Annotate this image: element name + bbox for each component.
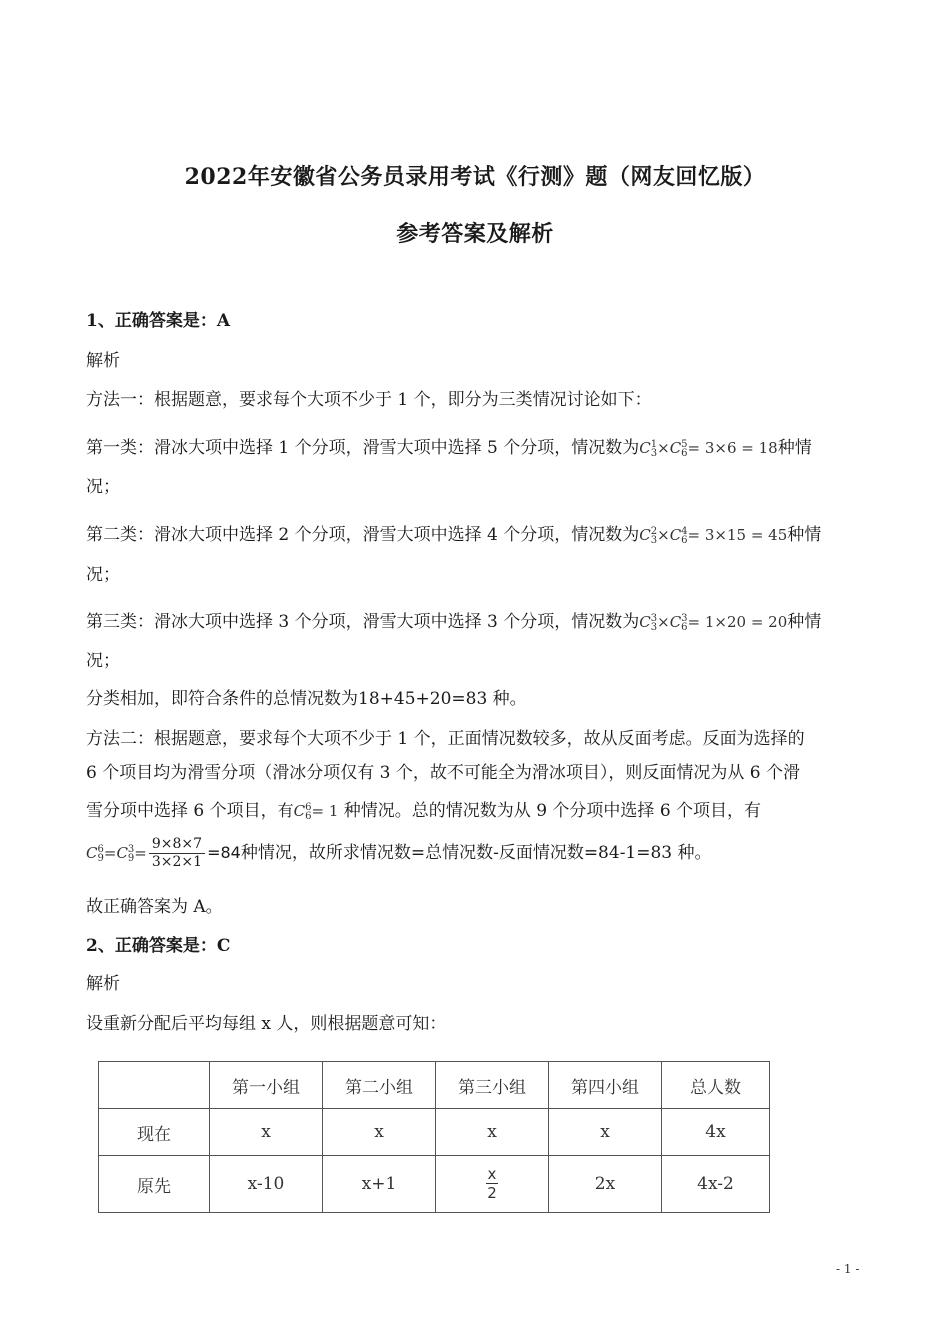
- q1-case2-zhongqing: 种情: [787, 525, 822, 545]
- table-header-group1: 第一小组: [210, 1062, 323, 1109]
- q1-jiexi: 解析: [86, 351, 120, 371]
- q1-method2-line1: 方法二：根据题意，要求每个大项不少于 1 个，正面情况数较多，故从反面考虑。反面为选择的: [86, 729, 805, 749]
- q2-jiexi: 解析: [86, 974, 120, 994]
- q2-intro: 设重新分配后平均每组 x 人，则根据题意可知：: [86, 1014, 447, 1034]
- q1-case2-text: 第二类：滑冰大项中选择 2 个分项，滑雪大项中选择 4 个分项，情况数为: [86, 525, 640, 545]
- table-header-row: [99, 1062, 770, 1109]
- q1-conclusion: 故正确答案为 A。: [86, 897, 223, 917]
- q1-case1-kuang: 况；: [86, 477, 120, 497]
- q1-case1: [86, 433, 866, 458]
- q1-case2-tail: = 3×15 = 45: [687, 526, 788, 544]
- q1-heading: 1、正确答案是：A: [86, 311, 231, 331]
- q1-c96-formula: C6 9=C3 9=: [86, 844, 147, 864]
- table-cell: x-10: [210, 1156, 323, 1213]
- table-cell: x: [210, 1109, 323, 1156]
- table-cell: x: [436, 1109, 549, 1156]
- table-row-label-before: 原先: [99, 1156, 210, 1213]
- table-cell: 2x: [549, 1156, 662, 1213]
- table-header-group2: 第二小组: [323, 1062, 436, 1109]
- q1-method2-line3b: 种情况。总的情况数为从 9 个分项中选择 6 个项目，有: [343, 801, 762, 821]
- q1-case2-formula: C2 3×C4 6= 3×15 = 45: [639, 526, 788, 546]
- q1-method2-line4: [86, 836, 866, 871]
- table-header-total: 总人数: [662, 1062, 770, 1109]
- q1-method2-line2: 6 个项目均为滑雪分项（滑冰分项仅有 3 个，故不可能全为滑冰项目），则反面情况为从 6 个滑: [86, 763, 800, 783]
- q1-fraction-den: 3×2×1: [151, 854, 203, 870]
- table-cell: 4x: [662, 1109, 770, 1156]
- table-cell: x: [549, 1109, 662, 1156]
- q1-c66-formula: C6 6= 1: [293, 802, 339, 822]
- q1-fraction-num: 9×8×7: [149, 836, 205, 854]
- q1-method2-you: 有: [277, 801, 294, 820]
- table-cell: x+1: [323, 1156, 436, 1213]
- q1-case2: [86, 520, 866, 545]
- q1-case3-formula: C3 3×C3 6= 1×20 = 20: [639, 613, 788, 633]
- q1-case3-tail: = 1×20 = 20: [687, 613, 788, 631]
- q1-case3: [86, 607, 866, 632]
- q1-case3-kuang: 况；: [86, 651, 120, 671]
- q1-method1-intro: 方法一：根据题意，要求每个大项不少于 1 个，即分为三类情况讨论如下：: [86, 390, 652, 410]
- document-title: 2022年安徽省公务员录用考试《行测》题（网友回忆版）: [184, 164, 766, 190]
- q1-case1-formula: C1 3×C5 6= 3×6 = 18: [639, 439, 778, 459]
- table-header-empty: [99, 1062, 210, 1109]
- q1-method2-line4-text: 种情况，故所求情况数=总情况数-反面情况数=84-1=83 种。: [240, 843, 712, 863]
- q2-table: [98, 1061, 770, 1213]
- table-cell-fraction: [436, 1156, 549, 1213]
- table-header-group3: 第三小组: [436, 1062, 549, 1109]
- q1-case1-text: 第一类：滑冰大项中选择 1 个分项，滑雪大项中选择 5 个分项，情况数为: [86, 438, 640, 458]
- q1-method2-line3: [86, 796, 866, 821]
- table-cell: 4x-2: [662, 1156, 770, 1213]
- q1-sum: 分类相加，即符合条件的总情况数为18+45+20=83 种。: [86, 689, 527, 709]
- q1-case1-zhongqing: 种情: [777, 438, 812, 458]
- q1-case3-text: 第三类：滑冰大项中选择 3 个分项，滑雪大项中选择 3 个分项，情况数为: [86, 612, 640, 632]
- page-number: - 1 -: [836, 1262, 860, 1276]
- q1-c66-eq: = 1: [311, 802, 339, 820]
- q1-case2-kuang: 况；: [86, 565, 120, 585]
- table-row: [99, 1109, 770, 1156]
- table-cell: x: [323, 1109, 436, 1156]
- q2-heading: 2、正确答案是：C: [86, 936, 231, 956]
- table-header-group4: 第四小组: [549, 1062, 662, 1109]
- q1-result: =84: [207, 843, 241, 862]
- q1-method2-line3a: 雪分项中选择 6 个项目，: [86, 801, 278, 821]
- q1-case1-tail: = 3×6 = 18: [687, 439, 778, 457]
- table-row-label-now: 现在: [99, 1109, 210, 1156]
- x-over-2-fraction: [486, 1165, 499, 1202]
- table-row: [99, 1156, 770, 1213]
- q1-fraction: [149, 836, 205, 871]
- fraction-denominator: 2: [487, 1184, 497, 1202]
- fraction-numerator: x: [487, 1165, 497, 1183]
- document-subtitle: 参考答案及解析: [396, 221, 554, 247]
- q1-case3-zhongqing: 种情: [787, 612, 822, 632]
